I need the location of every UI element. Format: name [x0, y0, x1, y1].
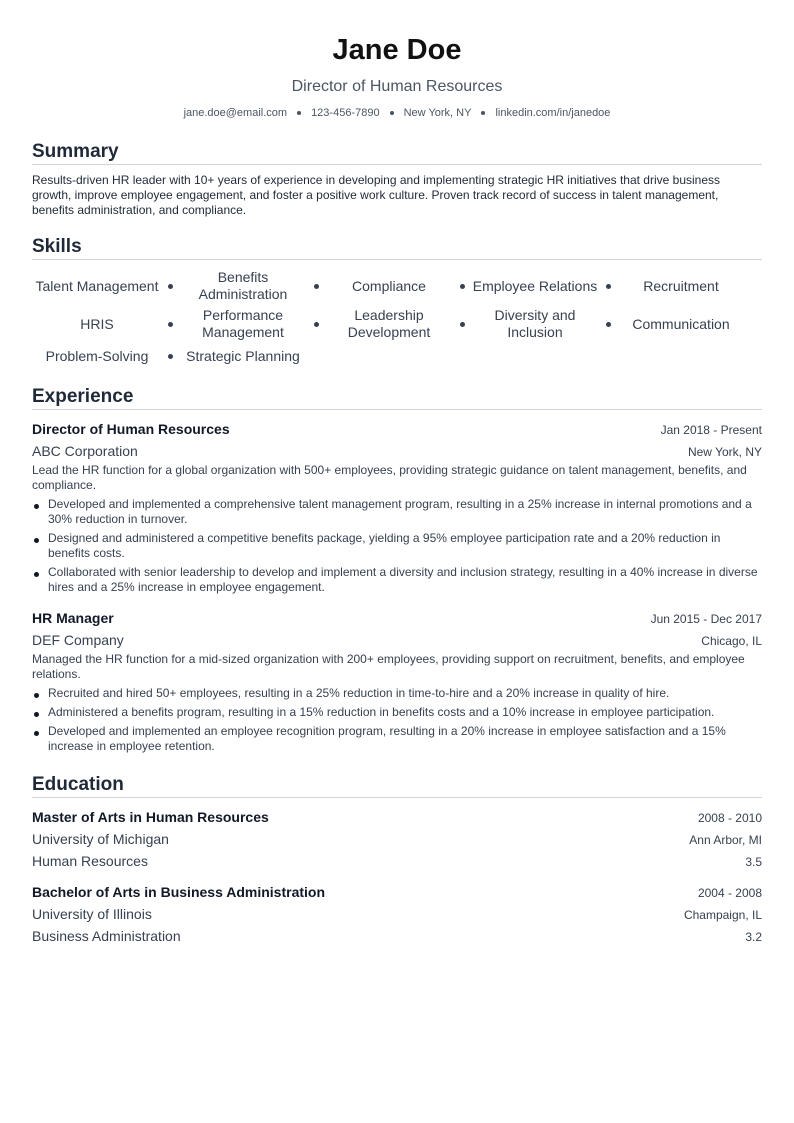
job-title: HR Manager	[32, 610, 114, 626]
skill-separator	[162, 322, 178, 327]
skill-separator	[600, 322, 616, 327]
job-title: Director of Human Resources	[32, 421, 230, 437]
education-section	[32, 772, 762, 946]
skills-grid	[32, 268, 762, 368]
skill-item: Employee Relations	[472, 277, 598, 294]
job-location: New York, NY	[687, 445, 762, 459]
bullet-item: Designed and administered a competitive benefits package, yielding a 95% employee participation rate and a 20% reduction in benefits costs.	[32, 531, 762, 561]
bullet-item: Recruited and hired 50+ employees, resulting in a 25% reduction in time-to-hire and a 20% increase in quality of hire.	[32, 686, 762, 701]
job-bullets	[32, 497, 762, 595]
school-location: Champaign, IL	[683, 908, 762, 922]
skill-item: HRIS	[80, 315, 114, 332]
skills-section	[32, 234, 762, 368]
skill-separator	[454, 322, 470, 327]
contact-phone[interactable]: 123-456-7890	[311, 107, 380, 119]
separator-dot	[297, 111, 301, 115]
skill-separator	[162, 354, 178, 359]
contact-location: New York, NY	[403, 107, 472, 119]
job-location: Chicago, IL	[701, 634, 762, 648]
candidate-title: Director of Human Resources	[291, 78, 503, 95]
skill-item: Problem-Solving	[45, 347, 149, 364]
skill-item: Talent Management	[35, 277, 159, 294]
skill-item: Diversity and Inclusion	[494, 307, 576, 340]
job-company: DEF Company	[32, 632, 124, 648]
degree-name: Bachelor of Arts in Business Administration	[32, 884, 326, 900]
skill-item: Recruitment	[643, 277, 719, 294]
skill-separator	[600, 284, 616, 289]
skill-item: Communication	[632, 315, 730, 332]
job-description: Lead the HR function for a global organization with 500+ employees, providing strategic guidance on talent management, benefits, and compliance.	[32, 463, 747, 492]
section-heading: Skills	[32, 234, 762, 260]
contact-line	[32, 105, 762, 121]
contact-linkedin[interactable]: linkedin.com/in/janedoe	[495, 107, 611, 119]
skill-item: Strategic Planning	[186, 347, 300, 364]
skill-item: Benefits Administration	[198, 269, 288, 302]
section-heading: Experience	[32, 384, 762, 410]
skill-separator	[308, 284, 324, 289]
job-company: ABC Corporation	[32, 443, 138, 459]
skill-item: Compliance	[352, 277, 426, 294]
section-heading: Education	[32, 772, 762, 798]
field-of-study: Human Resources	[32, 853, 148, 869]
bullet-item: Developed and implemented an employee recognition program, resulting in a 20% increase in employee satisfaction and a 15% increase in employee retention.	[32, 724, 762, 754]
job-entry	[32, 609, 762, 754]
field-of-study: Business Administration	[32, 928, 181, 944]
skill-separator	[454, 284, 470, 289]
bullet-item: Collaborated with senior leadership to develop and implement a diversity and inclusion strategy, resulting in a 40% increase in diverse hires and a 25% increase in employee engagement.	[32, 565, 762, 595]
skill-separator	[308, 322, 324, 327]
job-bullets	[32, 686, 762, 754]
gpa-value: 3.5	[745, 855, 762, 869]
school-location: Ann Arbor, MI	[689, 833, 762, 847]
candidate-name: Jane Doe	[332, 34, 462, 66]
separator-dot	[481, 111, 485, 115]
gpa-value: 3.2	[745, 930, 762, 944]
job-description: Managed the HR function for a mid-sized organization with 200+ employees, providing support on recruitment, benefits, and employee relations.	[32, 652, 745, 681]
job-dates: Jan 2018 - Present	[660, 423, 762, 437]
summary-section	[32, 139, 762, 218]
summary-text: Results-driven HR leader with 10+ years of experience in developing and implementing strategic HR initiatives that drive business growth, improve employee engagement, and foster a positive work culture. Proven track record of success in talent management, benefits administration, and compliance.	[32, 173, 721, 217]
section-heading: Summary	[32, 139, 762, 165]
education-entry	[32, 808, 762, 871]
education-dates: 2008 - 2010	[697, 811, 762, 825]
experience-section	[32, 384, 762, 754]
education-entry	[32, 883, 762, 946]
bullet-item: Developed and implemented a comprehensive talent management program, resulting in a 25% increase in internal promotions and a 30% reduction in turnover.	[32, 497, 762, 527]
resume-page	[32, 30, 762, 946]
education-dates: 2004 - 2008	[697, 886, 762, 900]
job-dates: Jun 2015 - Dec 2017	[650, 612, 762, 626]
degree-name: Master of Arts in Human Resources	[32, 809, 269, 825]
skill-item: Performance Management	[202, 307, 284, 340]
skill-item: Leadership Development	[347, 307, 431, 340]
school-name: University of Illinois	[32, 906, 152, 922]
separator-dot	[390, 111, 394, 115]
skill-separator	[162, 284, 178, 289]
contact-email[interactable]: jane.doe@email.com	[183, 107, 288, 119]
bullet-item: Administered a benefits program, resulting in a 15% reduction in benefits costs and a 10% increase in employee participation.	[32, 705, 762, 720]
school-name: University of Michigan	[32, 831, 169, 847]
job-entry	[32, 420, 762, 595]
